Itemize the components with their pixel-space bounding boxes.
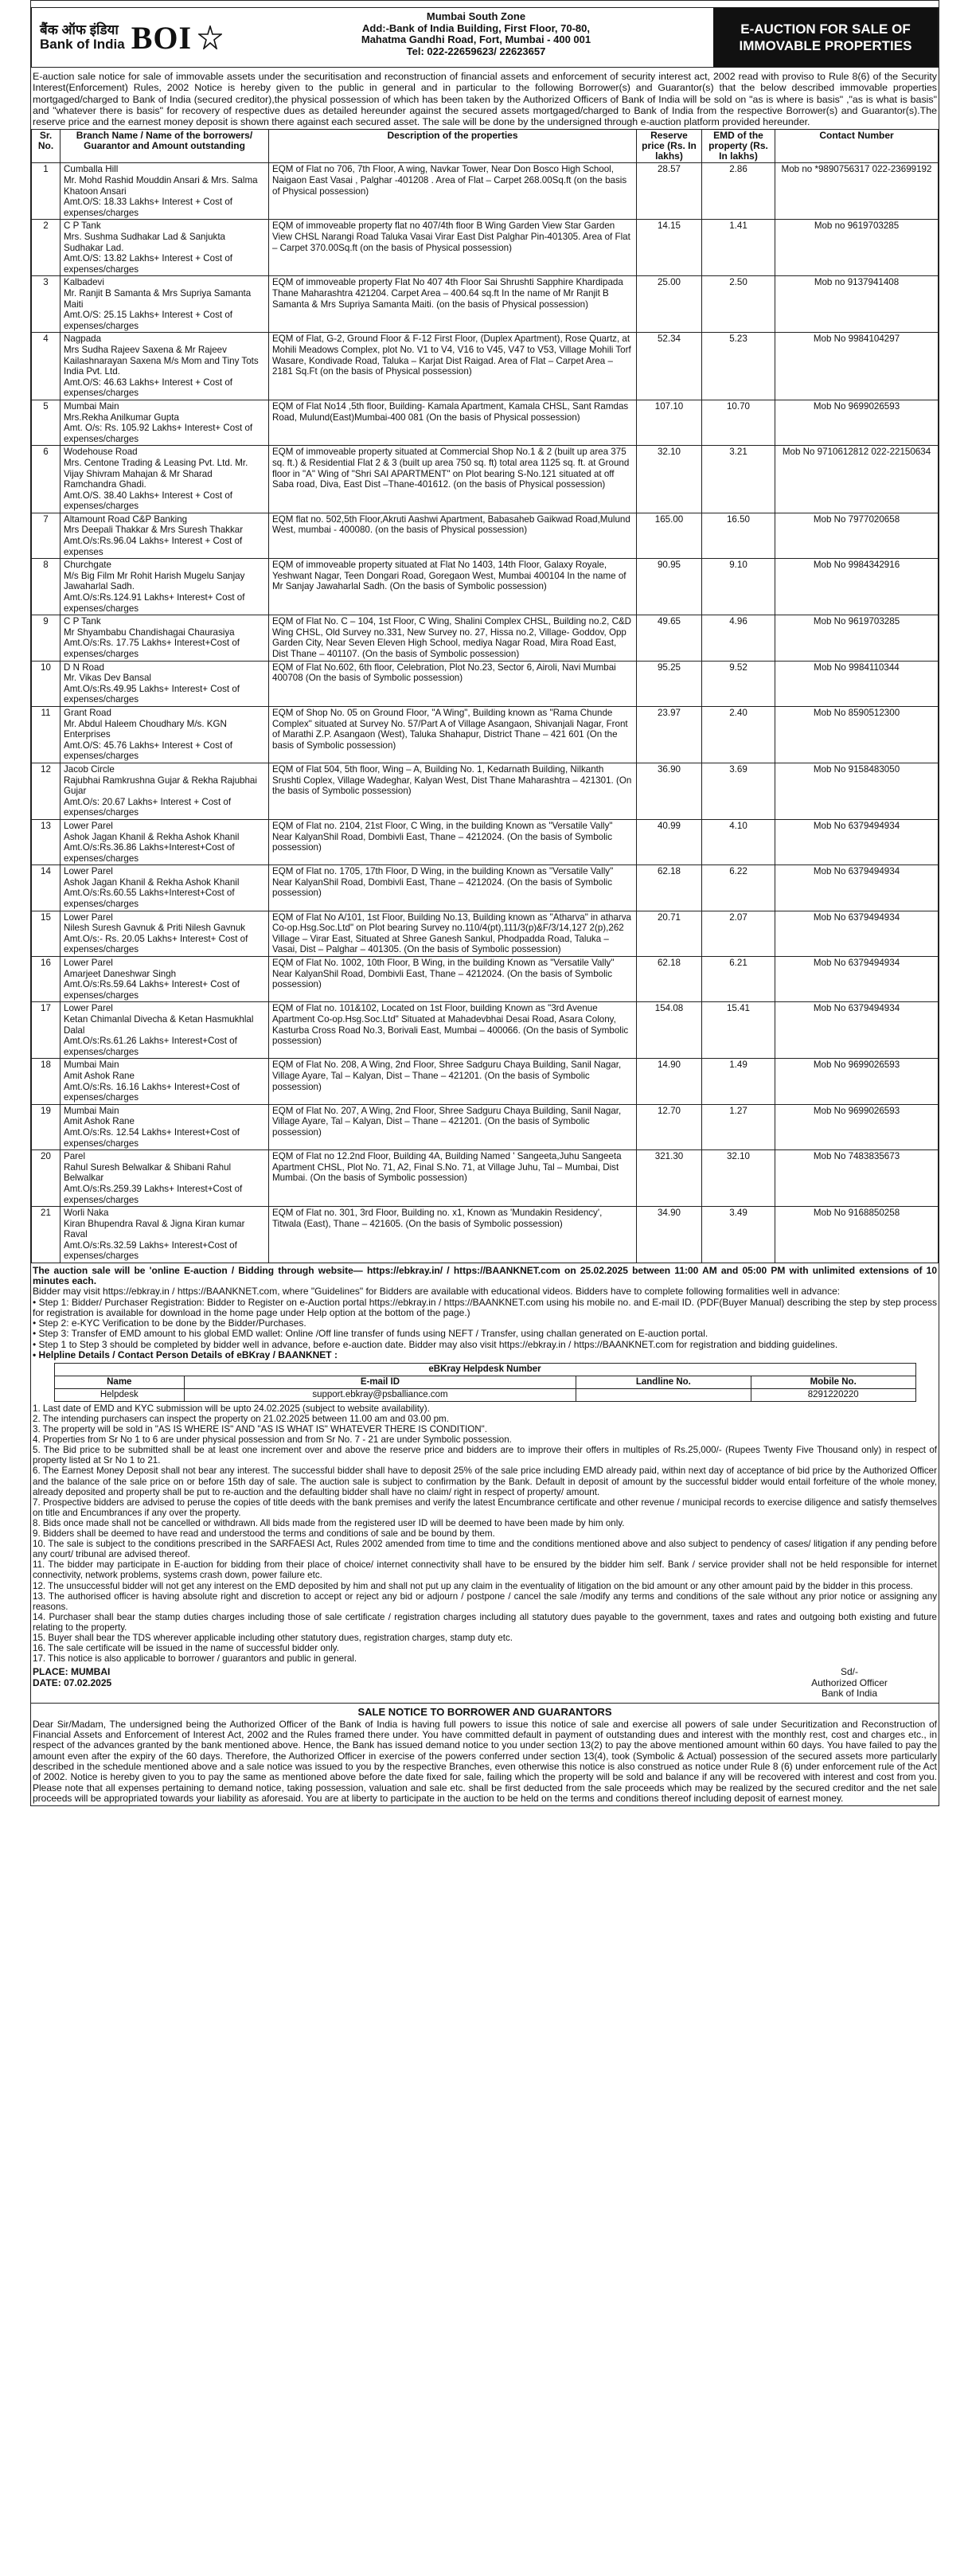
amount-outstanding: Amt.O/s:Rs.32.59 Lakhs+ Interest+Cost of expenses/charges <box>64 1239 237 1262</box>
table-row <box>32 1104 939 1149</box>
col-header-emd: EMD of the property (Rs. In lakhs) <box>702 130 775 163</box>
borrower-names: Kiran Bhupendra Raval & Jigna Kiran kumar Raval <box>64 1218 245 1240</box>
table-row <box>32 559 939 615</box>
emd-amount: 1.41 <box>702 220 775 276</box>
contact-number: Mob No 6379494934 <box>775 957 939 1002</box>
sr-number: 8 <box>32 559 60 615</box>
property-description: EQM of Flat no. 101&102, Located on 1st Floor, building Known as "3rd Avenue Apartment Co-op.Hsg.Soc.Ltd" Situated at Mahadevbhai Desai Road, Asara Colony, Kasturba Cross Road No.3, Borivali East, Mumbai – 400066. (On the basis of Symbolic possession) <box>269 1002 637 1059</box>
branch-name: Lower Parel <box>64 1003 113 1014</box>
borrower-names: Ashok Jagan Khanil & Rekha Ashok Khanil <box>64 876 240 888</box>
term-item: 12. The unsuccessful bidder will not get any interest on the EMD deposited by him and shall not put up any claim in the eventuality of litigation on the bid amount or any other amount paid by the bidder in this process. <box>33 1580 913 1591</box>
helpdesk-col-name: Name <box>54 1376 185 1388</box>
borrower-cell <box>60 661 269 706</box>
borrower-names: Amit Ashok Rane <box>64 1070 135 1081</box>
signature-role: Authorized Officer <box>811 1676 888 1688</box>
amount-outstanding: Amt.O/s:Rs.96.04 Lakhs+ Interest + Cost of expenses <box>64 536 243 557</box>
borrower-notice-title: SALE NOTICE TO BORROWER AND GUARANTORS <box>31 1703 939 1718</box>
property-description: EQM of Flat no. 301, 3rd Floor, Building no. x1, Known as 'Mundakin Residency', Titwala (East), Thane – 421605. (On the basis of Symbolic possession) <box>269 1207 637 1263</box>
sr-number: 16 <box>32 957 60 1002</box>
term-item: 8. Bids once made shall not be cancelled or withdrawn. All bids made from the registered user ID will be deemed to have been made by him only. <box>33 1517 625 1528</box>
branch-name: Grant Road <box>64 707 111 718</box>
borrower-names: Mrs Deepali Thakkar & Mrs Suresh Thakkar <box>64 525 244 536</box>
property-description: EQM of Flat no. 2104, 21st Floor, C Wing, in the building Known as "Versatile Vally" Near KalyanShil Road, Dombivli East, Thane – 4212024. (On the basis of Symbolic possession) <box>269 819 637 865</box>
branch-name: Mumbai Main <box>64 1105 119 1116</box>
table-row <box>32 763 939 819</box>
sr-number: 9 <box>32 615 60 661</box>
borrower-cell <box>60 706 269 763</box>
property-description: EQM of Flat No. C – 104, 1st Floor, C Wing, Shalini Complex CHSL, Building no.2, C&D Wing CHSL, Old Survey no.331, New Survey no. 27, Hissa no.2, Village- Goddov, Opp Garden City, Near Seven Eleven High School, mediya Nagar Road, Mira Road East, Dist Thane – 401107. (On the basis of Symbolic possession) <box>269 615 637 661</box>
borrower-cell <box>60 163 269 220</box>
helpdesk-col-landline: Landline No. <box>576 1376 751 1388</box>
borrower-cell <box>60 911 269 956</box>
borrower-notice-body: Dear Sir/Madam, The undersigned being the Authorized Officer of the Bank of India is having full powers to issue this notice of sale and exercise all powers of sale under Securitization and Reconstruction of Financial Assets and Enforcement of Interest Act, 2002 and the Rules framed there under. You have committed default in payment of outstanding dues and interest with the monthly rest, cost and charges etc., in respect of the advances granted by the bank mentioned above. Hence, the Bank has issued demand notice to you under section 13(2) to pay the above mentioned amount within 60 days. You have failed to pay the amount even after the expiry of the 60 days. Therefore, the Authorized Officer in exercise of the powers conferred under section 13(4), took (Symbolic & Actual) possession of the secured assets more particularly described in the schedule mentioned above and a sale notice was issued to you by the respective Branches, even otherwise this notice is also construed as notice under Rule 8 (6) under enforcement rule of the Act of 2002. Notice is hereby given to you to pay the same as mentioned above before the date fixed for sale, failing which the property will be sold and balance if any will be recovered with interest and cost from you. Please note that all expenses pertaining to demand notice, taking possession, valuation and sale etc. shall be first deducted from the sale proceeds which may be realized by the secured creditor and the net sale proceeds will be appropriated towards your liability as aforesaid. You are at liberty to participate in the auction to be held on the terms and conditions thereof including deposit of earnest money. <box>33 1718 937 1804</box>
signature-block <box>33 1667 937 1700</box>
borrower-names: Mrs Sudha Rajeev Saxena & Mr Rajeev Kailashnarayan Saxena M/s Mom and Tiny Tots India Pvt. Ltd. <box>64 344 259 377</box>
borrower-names: Rahul Suresh Belwalkar & Shibani Rahul Belwalkar <box>64 1161 232 1184</box>
borrower-cell <box>60 446 269 513</box>
logo-english-text: Bank of India <box>40 37 125 52</box>
table-row <box>32 615 939 661</box>
terms-and-conditions <box>33 1403 937 1664</box>
table-row <box>32 1059 939 1104</box>
borrower-cell <box>60 1207 269 1263</box>
emd-amount: 32.10 <box>702 1150 775 1207</box>
branch-name: D N Road <box>64 662 104 673</box>
amount-outstanding: Amt.O/s:Rs. 12.54 Lakhs+ Interest+Cost of expenses/charges <box>64 1126 240 1149</box>
contact-number: Mob No 9984104297 <box>775 333 939 400</box>
reserve-price: 62.18 <box>637 957 702 1002</box>
term-item: 1. Last date of EMD and KYC submission will be upto 24.02.2025 (subject to website availability). <box>33 1403 430 1414</box>
sr-number: 4 <box>32 333 60 400</box>
property-description: EQM of immoveable property flat no 407/4th floor B Wing Garden View Star Garden View CHSL Narangi Road Taluka Vasai Virar East Dist Palghar Pin-401305. Area of Flat – Carpet 370.00Sq.ft (on the basis of Physical possession) <box>269 220 637 276</box>
signature-sd: Sd/- <box>840 1666 858 1678</box>
auction-step-4: • Step 1 to Step 3 should be completed by bidder well in advance, before e-auction date. Bidder may also visit https://ebkray.in / https://BAANKNET.com for registration and bidding guidelines. <box>33 1338 838 1350</box>
contact-number: Mob No 6379494934 <box>775 1002 939 1059</box>
col-header-description: Description of the properties <box>269 130 637 163</box>
borrower-names: Mr. Abdul Haleem Choudhary M/s. KGN Enterprises <box>64 718 227 740</box>
logo-boi-mark: BOI <box>131 19 193 56</box>
borrower-cell <box>60 333 269 400</box>
sr-number: 21 <box>32 1207 60 1263</box>
logo-hindi-text: बैंक ऑफ इंडिया <box>40 22 119 37</box>
branch-name: Mumbai Main <box>64 400 119 412</box>
reserve-price: 28.57 <box>637 163 702 220</box>
borrower-cell <box>60 1002 269 1059</box>
property-description: EQM of Flat No A/101, 1st Floor, Building No.13, Building known as "Atharva" in atharva Co-op.Hsg.Soc.Ltd" on Plot bearing Survey no.110/4(pt),111/3(p)&F/3/14,127 2(p),262 Village – Virar East, Situated at Shree Ganesh Sankul, Phodpadda Road, Taluka – Vasai, Dist – Palghar – 401305. (On the basis of Symbolic possession) <box>269 911 637 956</box>
borrower-cell <box>60 1059 269 1104</box>
contact-number: Mob No 9984110344 <box>775 661 939 706</box>
auction-line-1: The auction sale will be 'online E-auction / Bidding through website— https://ebkray.in/ / https://BAANKNET.com on 25.02.2025 between 11:00 AM and 05:00 PM with unlimited extensions of 10 minutes each. <box>33 1265 937 1287</box>
reserve-price: 14.15 <box>637 220 702 276</box>
borrower-names: Amit Ashok Rane <box>64 1116 135 1127</box>
borrower-names: Ashok Jagan Khanil & Rekha Ashok Khanil <box>64 831 240 842</box>
amount-outstanding: Amt.O/S: 13.82 Lakhs+ Interest + Cost of expenses/charges <box>64 253 233 275</box>
term-item: 6. The Earnest Money Deposit shall not bear any interest. The successful bidder shall have to deposit 25% of the sale price including EMD already paid, within next day of acceptance of bid price by the Authorized Officer and the balance of the sale price on or before 15th day of sale. The auction sale is subject to confirmation by the Bank. Default in deposit of amount by the successful bidder would entail forfeiture of the whole money, already deposited and property shall be put to re-auction and the defaulting bidder shall have no claim/ right in respect of property/ amount. <box>33 1466 937 1497</box>
borrower-names: Amarjeet Daneshwar Singh <box>64 968 177 979</box>
emd-amount: 10.70 <box>702 400 775 445</box>
branch-name: Worli Naka <box>64 1208 109 1219</box>
auction-step-1: • Step 1: Bidder/ Purchaser Registration: Bidder to Register on e-Auction portal https://ebkray.in / https://BAANKNET.com using his mobile no. and E-mail ID. (PDF(Buyer Manual) describing the step by step process for registration is available for download in the home page under Help option at the bottom of the page.) <box>33 1296 937 1318</box>
term-item: 5. The Bid price to be submitted shall be at least one increment over and above the reserve price and bidders are to improve their offers in multiples of Rs.25,000/- (Rupees Twenty Five Thousand only) in respect of property listed at Sr No 1 to 21. <box>33 1445 937 1466</box>
amount-outstanding: Amt.O/s:Rs. 16.16 Lakhs+ Interest+Cost of expenses/charges <box>64 1081 240 1103</box>
property-description: EQM of immoveable property situated at Commercial Shop No.1 & 2 (built up area 375 sq. ft.) & Residential Flat 2 & 3 (built up area 750 sq. ft) total area 1125 sq. ft. at Ground floor in "A" Wing of "Shri SAI APARTMENT" on Plot bearing S-No.121 situated at off Saba road, Diva, East Dist –Thane-401612. (on the basis of Physical possession) <box>269 446 637 513</box>
term-item: 13. The authorised officer is having absolute right and discretion to accept or reject any bid or adjourn / postpone / cancel the sale /modify any terms and conditions of the sale without any prior notice or assigning any reasons. <box>33 1590 937 1612</box>
zone-address <box>239 8 713 67</box>
term-item: 9. Bidders shall be deemed to have read and understood the terms and conditions of sale and be bound by them. <box>33 1528 495 1540</box>
emd-amount: 1.27 <box>702 1104 775 1149</box>
branch-name: Lower Parel <box>64 866 113 877</box>
reserve-price: 40.99 <box>637 819 702 865</box>
reserve-price: 90.95 <box>637 559 702 615</box>
borrower-cell <box>60 819 269 865</box>
table-row <box>32 333 939 400</box>
sr-number: 13 <box>32 819 60 865</box>
emd-amount: 6.22 <box>702 865 775 911</box>
col-header-reserve: Reserve price (Rs. In lakhs) <box>637 130 702 163</box>
property-description: EQM of immoveable property Flat No 407 4th Floor Sai Shrushti Sapphire Khardipada Thane Maharashtra 421204. Carpet Area – 400.64 sq.ft In the name of Mr Ranjit B Samanta & Mrs Supriya Samanta Maiti. (on the basis of Physical possession) <box>269 276 637 333</box>
emd-amount: 4.10 <box>702 819 775 865</box>
zone-name: Mumbai South Zone <box>426 10 526 22</box>
borrower-names: Mrs. Sushma Sudhakar Lad & Sanjukta Sudhakar Lad. <box>64 232 225 253</box>
auction-step-2: • Step 2: e-KYC Verification to be done by the Bidder/Purchases. <box>33 1317 306 1329</box>
zone-address-line-1: Add:-Bank of India Building, First Floor, 70-80, <box>361 21 590 34</box>
reserve-price: 25.00 <box>637 276 702 333</box>
helpdesk-name: Helpdesk <box>54 1388 185 1401</box>
amount-outstanding: Amt.O/s:Rs.59.64 Lakhs+ Interest+ Cost of expenses/charges <box>64 979 240 1001</box>
term-item: 11. The bidder may participate in E-auction for bidding from their place of choice/ internet connectivity shall have to be ensured by the bidder him self. Bank / service provider shall not be held responsible for internet connectivity, network problems, systems crash down, power failure etc. <box>33 1559 937 1581</box>
zone-telephone: Tel: 022-22659623/ 22623657 <box>406 45 546 57</box>
property-description: EQM of immoveable property situated at Flat No 1403, 14th Floor, Galaxy Royale, Yeshwant Nagar, Teen Dongari Road, Goregaon West, Mumbai 400104 In the name of Mr Sanjay Jawaharlal Sadh. (On the basis of Symbolic possession) <box>269 559 637 615</box>
term-item: 15. Buyer shall bear the TDS wherever applicable including other statutory dues, registration charges, stamp duty etc. <box>33 1632 513 1643</box>
emd-amount: 3.49 <box>702 1207 775 1263</box>
borrower-names: Mr Shyambabu Chandishagai Chaurasiya <box>64 626 235 638</box>
contact-number: Mob No 7977020658 <box>775 513 939 558</box>
property-description: EQM of Shop No. 05 on Ground Floor, "A Wing", Building known as "Rama Chunde Complex" situated at Survey No. 57/Part A of Village Asangaon, Shivanjali Nagar, Front of Marathi Z.P. Asangaon (West), Taluka Shahapur, District Thane – 421 601 (On the basis of Symbolic possession) <box>269 706 637 763</box>
borrower-cell <box>60 1150 269 1207</box>
helpdesk-row <box>54 1388 915 1401</box>
emd-amount: 15.41 <box>702 1002 775 1059</box>
branch-name: Lower Parel <box>64 820 113 831</box>
contact-number: Mob No 9699026593 <box>775 400 939 445</box>
sr-number: 15 <box>32 911 60 956</box>
borrower-cell <box>60 763 269 819</box>
place-label: PLACE: MUMBAI <box>33 1666 111 1678</box>
contact-number: Mob No 6379494934 <box>775 865 939 911</box>
property-description: EQM of Flat no 706, 7th Floor, A wing, Navkar Tower, Near Don Bosco High School, Naigaon East Vasai , Palghar -401208 . Area of Flat – Carpet 268.00Sq.ft (on the basis of Physical possession) <box>269 163 637 220</box>
branch-name: Wodehouse Road <box>64 447 138 458</box>
amount-outstanding: Amt.O/s:Rs.36.86 Lakhs+Interest+Cost of expenses/charges <box>64 842 235 864</box>
sr-number: 18 <box>32 1059 60 1104</box>
amount-outstanding: Amt.O/S: 25.15 Lakhs+ Interest + Cost of expenses/charges <box>64 310 233 331</box>
borrower-cell <box>60 220 269 276</box>
reserve-price: 62.18 <box>637 865 702 911</box>
borrower-names: Mrs. Centone Trading & Leasing Pvt. Ltd. Mr. Vijay Shivram Mahajan & Mr Sharad Ramchandra Ghadi. <box>64 457 248 490</box>
table-row <box>32 819 939 865</box>
emd-amount: 2.86 <box>702 163 775 220</box>
property-description: EQM of Flat no. 1705, 17th Floor, D Wing, in the building Known as "Versatile Vally" Near KalyanShil Road, Dombivli East, Thane – 4212024. (On the basis of Symbolic possession) <box>269 865 637 911</box>
borrower-cell <box>60 276 269 333</box>
amount-outstanding: Amt.O/S: 46.63 Lakhs+ Interest + Cost of expenses/charges <box>64 377 233 399</box>
term-item: 2. The intending purchasers can inspect the property on 21.02.2025 between 11.00 am and 03.00 pm. <box>33 1414 449 1424</box>
star-icon <box>198 25 222 49</box>
property-description: EQM of Flat No. 207, A Wing, 2nd Floor, Shree Sadguru Chaya Building, Sanil Nagar, Village Ayare, Tal – Kalyan, Dist – Thane – 421201. (On the basis of Symbolic possession) <box>269 1104 637 1149</box>
borrower-cell <box>60 513 269 558</box>
branch-name: C P Tank <box>64 616 101 627</box>
emd-amount: 2.07 <box>702 911 775 956</box>
helpdesk-col-mobile: Mobile No. <box>751 1376 915 1388</box>
helpdesk-title: eBKray Helpdesk Number <box>54 1363 915 1376</box>
reserve-price: 34.90 <box>637 1207 702 1263</box>
contact-number: Mob No 9168850258 <box>775 1207 939 1263</box>
reserve-price: 107.10 <box>637 400 702 445</box>
emd-amount: 9.52 <box>702 661 775 706</box>
reserve-price: 20.71 <box>637 911 702 956</box>
table-row <box>32 400 939 445</box>
col-header-sr: Sr. No. <box>32 130 60 163</box>
contact-number: Mob No 8590512300 <box>775 706 939 763</box>
term-item: 14. Purchaser shall bear the stamp duties charges including those of sale certificate / registration charges including all statutory dues payable to the government, taxes and rates and outgoing both existing and future relating to the property. <box>33 1611 937 1633</box>
contact-number: Mob No 9699026593 <box>775 1104 939 1149</box>
auction-banner: E-AUCTION FOR SALE OF IMMOVABLE PROPERTIES <box>713 8 938 67</box>
borrower-names: Mr. Mohd Rashid Mouddin Ansari & Mrs. Salma Khatoon Ansari <box>64 175 258 197</box>
amount-outstanding: Amt.O/S. 38.40 Lakhs+ Interest + Cost of expenses/charges <box>64 490 233 512</box>
contact-number: Mob no 9619703285 <box>775 220 939 276</box>
reserve-price: 165.00 <box>637 513 702 558</box>
property-description: EQM of Flat No.602, 6th floor, Celebration, Plot No.23, Sector 6, Airoli, Navi Mumbai 400708 (On the basis of Symbolic possession) <box>269 661 637 706</box>
table-row <box>32 513 939 558</box>
term-item: 17. This notice is also applicable to borrower / guarantors and public in general. <box>33 1653 357 1665</box>
sr-number: 6 <box>32 446 60 513</box>
property-table-header <box>32 130 939 163</box>
term-item: 16. The sale certificate will be issued in the name of successful bidder only. <box>33 1643 339 1654</box>
emd-amount: 3.69 <box>702 763 775 819</box>
amount-outstanding: Amt.O/s:Rs. 17.75 Lakhs+ Interest+Cost of expenses/charges <box>64 638 240 660</box>
sr-number: 5 <box>32 400 60 445</box>
reserve-price: 49.65 <box>637 615 702 661</box>
borrower-cell <box>60 1104 269 1149</box>
table-row <box>32 1002 939 1059</box>
notice-page <box>30 0 939 1806</box>
amount-outstanding: Amt. O/s: Rs. 105.92 Lakhs+ Interest+ Cost of expenses/charges <box>64 423 253 444</box>
borrower-cell <box>60 957 269 1002</box>
amount-outstanding: Amt.O/s:Rs.60.55 Lakhs+Interest+Cost of expenses/charges <box>64 888 235 910</box>
emd-amount: 5.23 <box>702 333 775 400</box>
borrower-cell <box>60 559 269 615</box>
table-row <box>32 865 939 911</box>
table-row <box>32 163 939 220</box>
contact-number: Mob No 9158483050 <box>775 763 939 819</box>
amount-outstanding: Amt.O/s: 20.67 Lakhs+ Interest + Cost of expenses/charges <box>64 796 232 818</box>
amount-outstanding: Amt.O/s:Rs.49.95 Lakhs+ Interest+ Cost of expenses/charges <box>64 683 240 705</box>
borrower-names: Mr. Ranjit B Samanta & Mrs Supriya Samanta Maiti <box>64 288 252 310</box>
property-description: EQM of Flat, G-2, Ground Floor & F-12 First Floor, (Duplex Apartment), Rose Quartz, at Mohili Meadows Complex, plot No. V1 to V4, V16 to V45, V47 to V53, Village Mohili Torf Wasare, Kondivade Road, Taluka – Karjat Dist Raigad. Area of Flat – Carpet Area – 2181 Sq.Ft (on the basis of Physical possession) <box>269 333 637 400</box>
col-header-branch: Branch Name / Name of the borrowers/ Guarantor and Amount outstanding <box>60 130 269 163</box>
contact-number: Mob No 9699026593 <box>775 1059 939 1104</box>
amount-outstanding: Amt.O/s:Rs.259.39 Lakhs+ Interest+Cost of expenses/charges <box>64 1183 243 1205</box>
amount-outstanding: Amt.O/S: 18.33 Lakhs+ Interest + Cost of expenses/charges <box>64 197 233 218</box>
auction-helpline: • Helpline Details / Contact Person Details of eBKray / BAANKNET : <box>33 1348 338 1360</box>
branch-name: Nagpada <box>64 334 102 345</box>
table-row <box>32 706 939 763</box>
term-item: 7. Prospective bidders are advised to peruse the copies of title deeds with the bank premises and verify the latest Encumbrance certificate and other revenue / municipal records to exercise diligence and satisfy themselves on title and Encumbrances if any over the property. <box>33 1497 937 1518</box>
table-row <box>32 661 939 706</box>
table-row <box>32 220 939 276</box>
contact-number: Mob no 9137941408 <box>775 276 939 333</box>
reserve-price: 23.97 <box>637 706 702 763</box>
sr-number: 12 <box>32 763 60 819</box>
table-row <box>32 957 939 1002</box>
contact-number: Mob no *9890756317 022-23699192 <box>775 163 939 220</box>
sr-number: 20 <box>32 1150 60 1207</box>
intro-paragraph: E-auction sale notice for sale of immovable assets under the securitisation and reconstruction of financial assets and enforcement of security interest act, 2002 read with proviso to Rule 8(6) of the Security Interest(Enforcement) Rules, 2002 Notice is hereby given to the public in general and in particular to the following Borrower(s) and Guarantor(s) that the below described immovable properties mortgaged/charged to Bank of India (secured creditor),the physical possession of which has been taken by the Authorized Officers of Bank of India will be sold on "as is where is basis" ,"as is what is basis" and "whatever there is basis" for recovery of respective dues as detailed hereunder against the secured assets mortgaged/charged to Bank of India from the respective Borrower(s) and Guarantor(s).The reserve price and the earnest money deposit is shown there against each secured asset. The sale will be done by the undersigned through e-auction platform provided hereunder. <box>33 71 937 128</box>
sr-number: 7 <box>32 513 60 558</box>
borrower-cell <box>60 865 269 911</box>
contact-number: Mob No 7483835673 <box>775 1150 939 1207</box>
borrower-cell <box>60 615 269 661</box>
amount-outstanding: Amt.O/s:- Rs. 20.05 Lakhs+ Interest+ Cost of expenses/charges <box>64 933 248 955</box>
term-item: 3. The property will be sold in "AS IS WHERE IS" AND "AS IS WHAT IS" WHATEVER THERE IS CONDITION". <box>33 1424 487 1435</box>
amount-outstanding: Amt.O/s:Rs.124.91 Lakhs+ Interest+ Cost of expenses/charges <box>64 592 245 614</box>
auction-line-2: Bidder may visit https://ebkray.in / https://BAANKNET.com, where "Guidelines" for Bidders are available with educational videos. Bidders have to complete following formalities well in advance: <box>33 1286 841 1298</box>
borrower-names: Ketan Chimanlal Divecha & Ketan Hasmukhlal Dalal <box>64 1014 254 1036</box>
helpdesk-email: support.ebkray@psballiance.com <box>185 1388 576 1401</box>
property-description: EQM of Flat no 12.2nd Floor, Building 4A, Building Named ' Sangeeta,Juhu Sangeeta Apartment CHSL, Plot No. 71, A2, Final S.No. 71, at Village Juhu, Tal – Mumbai, Dist Mumbai. (On the basis of Symbolic possession) <box>269 1150 637 1207</box>
emd-amount: 9.10 <box>702 559 775 615</box>
contact-number: Mob No 9984342916 <box>775 559 939 615</box>
borrower-names: Mrs.Rekha Anilkumar Gupta <box>64 412 179 423</box>
borrower-cell <box>60 400 269 445</box>
branch-name: Cumballa Hill <box>64 164 119 175</box>
zone-address-line-2: Mahatma Gandhi Road, Fort, Mumbai - 400 001 <box>361 33 591 45</box>
col-header-contact: Contact Number <box>775 130 939 163</box>
reserve-price: 321.30 <box>637 1150 702 1207</box>
notice-header <box>31 7 939 68</box>
borrower-names: Nilesh Suresh Gavnuk & Priti Nilesh Gavnuk <box>64 923 246 934</box>
branch-name: Lower Parel <box>64 958 113 969</box>
property-table-body <box>32 163 939 1263</box>
reserve-price: 12.70 <box>637 1104 702 1149</box>
emd-amount: 6.21 <box>702 957 775 1002</box>
emd-amount: 2.40 <box>702 706 775 763</box>
property-table <box>31 129 939 1263</box>
sr-number: 14 <box>32 865 60 911</box>
contact-number: Mob No 6379494934 <box>775 819 939 865</box>
sr-number: 2 <box>32 220 60 276</box>
emd-amount: 3.21 <box>702 446 775 513</box>
auction-details <box>33 1266 937 1360</box>
table-row <box>32 446 939 513</box>
signature-bank: Bank of India <box>821 1688 878 1700</box>
term-item: 10. The sale is subject to the conditions prescribed in the SARFAESI Act, Rules 2002 amended from time to time and the conditions mentioned above and also subject to pendency of cases/ litigation if any pending before any court/ tribunal are advised thereof. <box>33 1539 937 1560</box>
branch-name: Kalbadevi <box>64 277 104 288</box>
date-label: DATE: 07.02.2025 <box>33 1676 112 1688</box>
property-description: EQM flat no. 502,5th Floor,Akruti Aashwi Apartment, Babasaheb Gaikwad Road,Mulund West, mumbai - 400080. (on the basis of Physical possession) <box>269 513 637 558</box>
emd-amount: 4.96 <box>702 615 775 661</box>
branch-name: Jacob Circle <box>64 763 115 775</box>
emd-amount: 1.49 <box>702 1059 775 1104</box>
branch-name: Mumbai Main <box>64 1060 119 1071</box>
sr-number: 1 <box>32 163 60 220</box>
table-row <box>32 911 939 956</box>
branch-name: C P Tank <box>64 221 101 232</box>
sr-number: 19 <box>32 1104 60 1149</box>
emd-amount: 2.50 <box>702 276 775 333</box>
property-description: EQM of Flat No14 ,5th floor, Building- Kamala Apartment, Kamala CHSL, Sant Ramdas Road, Mulund(East)Mumbai-400 081 (On the basis of Physical possession) <box>269 400 637 445</box>
helpdesk-mobile: 8291220220 <box>751 1388 915 1401</box>
branch-name: Altamount Road C&P Banking <box>64 513 188 525</box>
amount-outstanding: Amt.O/S: 45.76 Lakhs+ Interest + Cost of expenses/charges <box>64 740 233 762</box>
helpdesk-table <box>54 1363 916 1402</box>
reserve-price: 52.34 <box>637 333 702 400</box>
contact-number: Mob No 9710612812 022-22150634 <box>775 446 939 513</box>
bank-logo <box>32 8 239 67</box>
contact-number: Mob No 9619703285 <box>775 615 939 661</box>
table-row <box>32 1207 939 1263</box>
branch-name: Parel <box>64 1151 86 1162</box>
reserve-price: 32.10 <box>637 446 702 513</box>
table-row <box>32 276 939 333</box>
table-row <box>32 1150 939 1207</box>
borrower-names: Mr. Vikas Dev Bansal <box>64 673 151 684</box>
property-description: EQM of Flat No. 1002, 10th Floor, B Wing, in the building Known as "Versatile Vally" Near KalyanShil Road, Dombivli East, Thane – 4212024. (On the basis of Symbolic possession) <box>269 957 637 1002</box>
property-description: EQM of Flat 504, 5th floor, Wing – A, Building No. 1, Kedarnath Building, Nilkanth Srushti Coplex, Village Wadeghar, Kalyan West, Dist Thane Maharashtra – 421301. (On the basis of Symbolic possession) <box>269 763 637 819</box>
emd-amount: 16.50 <box>702 513 775 558</box>
term-item: 4. Properties from Sr No 1 to 6 are under physical possession and from Sr No. 7 - 21 are under Symbolic possession. <box>33 1434 512 1446</box>
branch-name: Lower Parel <box>64 911 113 923</box>
auction-step-3: • Step 3: Transfer of EMD amount to his global EMD wallet: Online /Off line transfer of funds using NEFT / Transfer, using challan generated on E-auction portal. <box>33 1328 708 1340</box>
branch-name: Churchgate <box>64 560 111 571</box>
sr-number: 3 <box>32 276 60 333</box>
amount-outstanding: Amt.O/s:Rs.61.26 Lakhs+ Interest+Cost of expenses/charges <box>64 1036 237 1057</box>
reserve-price: 95.25 <box>637 661 702 706</box>
borrower-names: M/s Big Film Mr Rohit Harish Mugelu Sanjay Jawaharlal Sadh. <box>64 570 245 592</box>
contact-number: Mob No 6379494934 <box>775 911 939 956</box>
helpdesk-col-email: E-mail ID <box>185 1376 576 1388</box>
reserve-price: 154.08 <box>637 1002 702 1059</box>
reserve-price: 36.90 <box>637 763 702 819</box>
sr-number: 11 <box>32 706 60 763</box>
property-description: EQM of Flat No. 208, A Wing, 2nd Floor, Shree Sadguru Chaya Building, Sanil Nagar, Village Ayare, Tal – Kalyan, Dist – Thane – 421201. (On the basis of Symbolic possession) <box>269 1059 637 1104</box>
sr-number: 10 <box>32 661 60 706</box>
helpdesk-landline <box>576 1388 751 1401</box>
sr-number: 17 <box>32 1002 60 1059</box>
reserve-price: 14.90 <box>637 1059 702 1104</box>
borrower-names: Rajubhai Ramkrushna Gujar & Rekha Rajubhai Gujar <box>64 775 257 797</box>
